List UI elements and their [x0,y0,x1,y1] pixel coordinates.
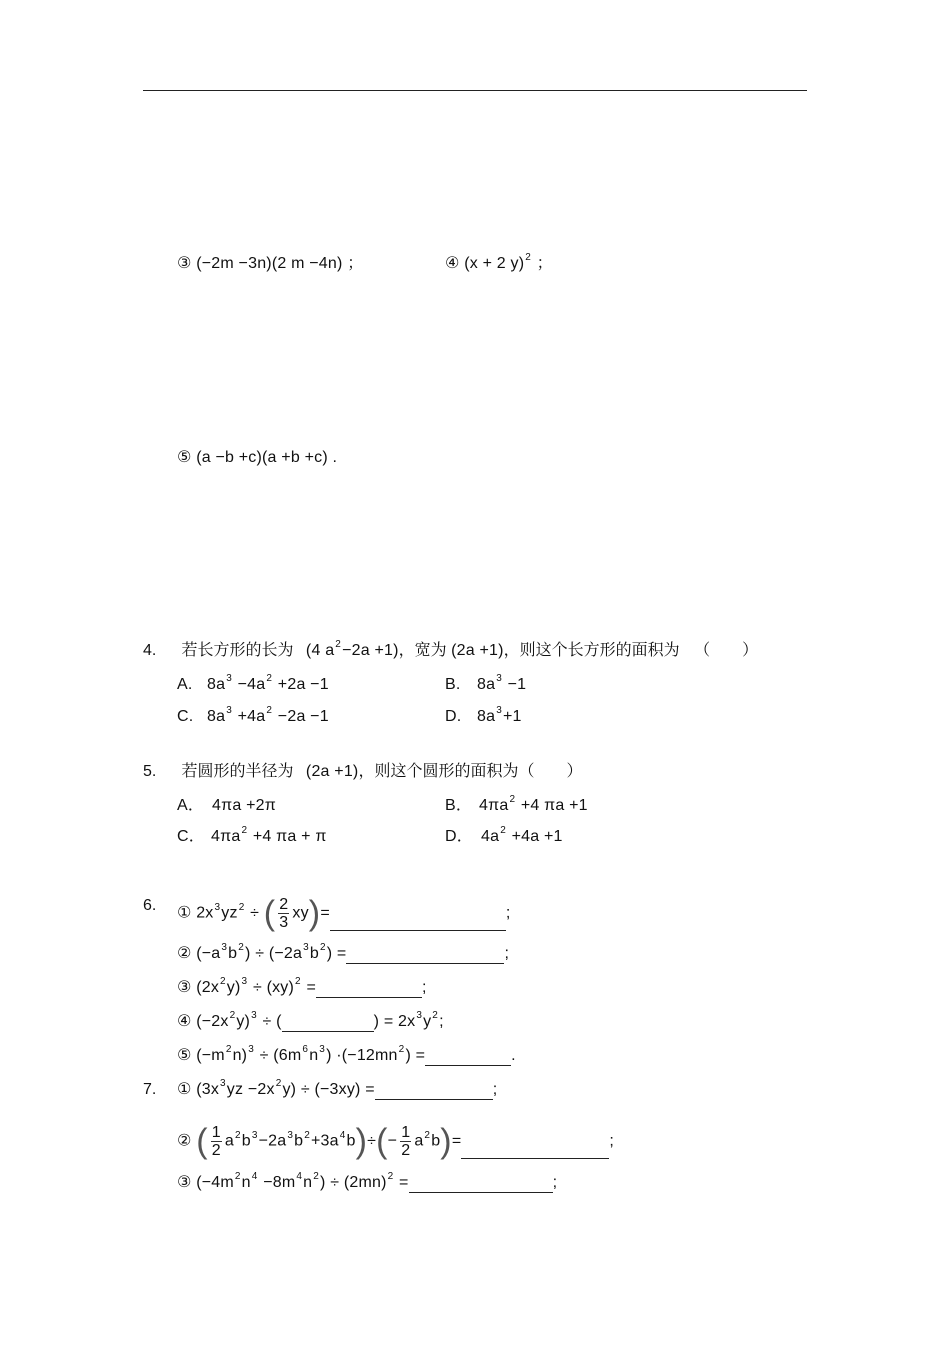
exponent: 2 [266,673,273,684]
q5-stem [143,762,582,782]
numerator: 1 [401,1124,411,1141]
radius-expr: (2a +1) [305,763,359,780]
left-paren: ( [376,1122,388,1161]
term: (−a [196,945,221,962]
exponent: 2 [432,1010,439,1021]
width-expr: (2a +1) [451,642,504,659]
term: y) ÷ (−3xy) = [282,1081,375,1098]
left-paren: ( [263,894,276,933]
term: ) = [405,1047,426,1064]
term: ÷ (xy) [252,979,295,996]
term: n) [232,1047,248,1064]
exponent: 3 [303,942,309,953]
expression: (x + 2 y) [464,255,525,272]
term: (−m [196,1047,225,1064]
equals-sign: = [306,979,317,996]
exponent: 4 [251,1171,258,1182]
term: b [309,945,319,962]
denominator: 3 [279,914,289,931]
term: ) = 2x [373,1013,416,1030]
fraction [278,896,289,931]
divide-sign: ÷ [250,904,260,922]
numerator: 1 [211,1124,221,1141]
exponent: 2 [525,252,532,263]
option-label: A. [177,676,193,693]
exponent: 3 [226,705,232,716]
term: n [309,1047,319,1064]
exponent: 2 [424,1129,431,1141]
item-number: ② [177,1132,192,1150]
option-label: B． [445,797,473,814]
item-number: ④ [177,1013,192,1030]
fraction [211,1124,222,1159]
q4-stem [143,641,758,661]
equals-sign: = [320,904,330,922]
answer-blank[interactable] [346,947,504,964]
q3-item-4 [445,254,553,274]
exponent: 3 [214,901,221,913]
term: b [431,1132,441,1150]
exponent: 2 [319,942,326,953]
punct: ； [347,255,364,272]
term: +3a [310,1132,339,1150]
exponent: 2 [266,705,273,716]
option-label: D． [445,828,473,845]
right-paren: ) [308,894,321,933]
question-number: 6. [143,897,157,914]
stem-text: ，宽为 [398,642,447,659]
term: +1 [502,708,522,725]
option-label: D. [445,708,462,725]
term: n [241,1174,251,1191]
option-label: C. [177,708,194,725]
item-number: ① [177,904,192,922]
exponent: 4 [339,1129,346,1141]
term: ) ÷ (−2a [245,945,303,962]
q5-option-b[interactable] [445,796,588,816]
exponent: 2 [387,1171,394,1182]
term: +4 πa +1 [520,797,588,814]
term: +4a +1 [511,828,563,845]
term: a [224,1132,234,1150]
stem-text: 若长方形的长为 [181,642,294,659]
exponent: 2 [241,825,248,836]
punct: ； [536,255,553,272]
exponent: 3 [319,1044,326,1055]
expr-part: −2a +1) [342,642,399,659]
term: 8a [477,708,496,725]
punct: ; [492,1081,498,1098]
exponent: 2 [313,1171,320,1182]
term: b [294,1132,304,1150]
exponent: 3 [287,1129,294,1141]
numerator: 2 [279,896,289,913]
term: b [346,1132,356,1150]
term: ) = [326,945,347,962]
stem-text: ，则这个长方形的面积为 [503,642,680,659]
exponent: 3 [496,673,502,684]
question-number: 7. [143,1081,157,1098]
right-paren: ) [440,1122,452,1161]
exponent: 2 [234,1171,241,1182]
exponent: 3 [416,1010,423,1021]
punct: ; [505,904,511,922]
denominator: 2 [401,1142,411,1159]
term: −2a −1 [277,708,329,725]
term: +4a [237,708,266,725]
punct: ; [422,979,427,996]
exponent: 2 [229,1010,236,1021]
exponent: 2 [500,825,506,836]
term: y) [226,979,241,996]
q4-option-b[interactable] [445,675,526,695]
q3-item-3 [177,254,363,274]
item-number: ③ [177,255,192,272]
term: +4 πa + π [252,828,327,845]
denominator: 2 [211,1142,221,1159]
option-label: A． [177,797,205,814]
term: −8m [263,1174,296,1191]
length-expr [305,639,399,659]
term: (−4m [196,1174,234,1191]
answer-blank[interactable] [316,981,422,998]
item-number: ④ [445,255,460,272]
q3-item-5 [177,448,337,468]
expression: (a −b +c)(a +b +c) [196,449,328,466]
exponent: 2 [509,794,516,805]
q6-item-5 [177,1046,516,1066]
term: yz −2x [226,1081,275,1098]
punct: ; [609,1132,615,1150]
question-number: 5. [143,763,157,780]
q6-item-2 [177,944,509,964]
expr-part: (4 a [305,642,335,659]
q7-item-2 [177,1124,614,1159]
answer-blank[interactable] [375,1083,493,1100]
option-label: B. [445,676,461,693]
term: ÷ ( [262,1013,282,1030]
exponent: 3 [496,705,502,716]
term: (−2x [196,1013,229,1030]
divide-sign: ÷ [367,1132,377,1150]
exponent: 3 [251,1129,258,1141]
answer-blank[interactable] [409,1176,553,1193]
q4-option-c[interactable] [177,707,329,727]
punct: . [511,1047,516,1064]
term: +2a −1 [277,676,329,693]
exponent: 3 [220,1078,226,1089]
q7-number [143,1080,156,1100]
term: 8a [207,676,226,693]
term: 4πa [211,828,241,845]
equals-sign: = [399,1174,409,1191]
term: (2x [196,979,220,996]
term: 4a [481,828,500,845]
item-number: ② [177,945,192,962]
punct: ; [439,1013,444,1030]
term: b [228,945,238,962]
item-number: ③ [177,1174,192,1191]
left-paren: ( [196,1122,208,1161]
q6-number [143,896,156,916]
exponent: 2 [335,639,342,650]
q4-option-a[interactable] [177,675,329,695]
q6-item-3 [177,978,427,998]
exponent: 2 [398,1044,405,1055]
item-number: ① [177,1081,192,1098]
question-number: 4. [143,642,157,659]
item-number: ⑤ [177,449,192,466]
term: n [303,1174,313,1191]
stem-text: 若圆形的半径为 [181,763,294,780]
exponent: 3 [241,976,248,987]
q7-item-1 [177,1080,497,1100]
term: ÷ (6m [259,1047,302,1064]
term: 2x [196,904,214,922]
item-number: ⑤ [177,1047,192,1064]
option-label: C． [177,828,205,845]
term: 8a [207,708,226,725]
term: 8a [477,676,496,693]
punct: ; [504,945,510,962]
q5-option-a[interactable] [177,796,276,816]
exponent: 2 [234,1129,241,1141]
term: y [423,1013,432,1030]
term: (3x [196,1081,220,1098]
q4-option-d[interactable] [445,707,522,727]
punct: . [332,449,338,466]
exponent: 2 [220,976,226,987]
exponent: 3 [226,673,232,684]
term: −2a [258,1132,287,1150]
minus-sign: − [387,1132,398,1150]
term: −4a [237,676,266,693]
term: xy [292,904,309,922]
item-number: ③ [177,979,192,996]
equals-sign: = [451,1132,462,1150]
q6-item-4 [177,1012,444,1032]
punct: ; [552,1174,558,1191]
q5-option-d[interactable] [445,827,563,847]
answer-blank[interactable] [425,1049,511,1066]
q7-item-3 [177,1173,557,1193]
header-rule [143,90,807,91]
exponent: 2 [295,976,301,987]
q6-item-1 [177,896,511,931]
q5-option-c[interactable] [177,827,327,847]
term: ) ÷ (2mn) [320,1174,387,1191]
exponent: 2 [238,901,245,913]
answer-blank[interactable] [461,1142,609,1159]
stem-text: ，则这个圆形的面积为（ ） [358,763,583,780]
exponent: 3 [251,1010,257,1021]
fraction [400,1124,411,1159]
term: −1 [507,676,527,693]
term: 4πa +2π [212,797,276,814]
expression: (−2m −3n)(2 m −4n) [196,255,343,272]
exponent: 2 [275,1078,282,1089]
exponent: 6 [302,1044,309,1055]
exponent: 3 [248,1044,254,1055]
exponent: 4 [296,1171,303,1182]
right-paren: ) [355,1122,368,1161]
term: y) [236,1013,251,1030]
exponent: 3 [221,942,228,953]
exponent: 2 [304,1129,310,1141]
term: ) ·(−12mn [326,1047,398,1064]
term: b [241,1132,251,1150]
term: 4πa [479,797,509,814]
exponent: 2 [238,942,245,953]
answer-blank[interactable] [330,914,506,931]
answer-parens: （ ） [694,642,759,659]
exponent: 2 [225,1044,232,1055]
answer-blank[interactable] [282,1015,374,1032]
term: yz [221,904,238,922]
term: a [414,1132,424,1150]
